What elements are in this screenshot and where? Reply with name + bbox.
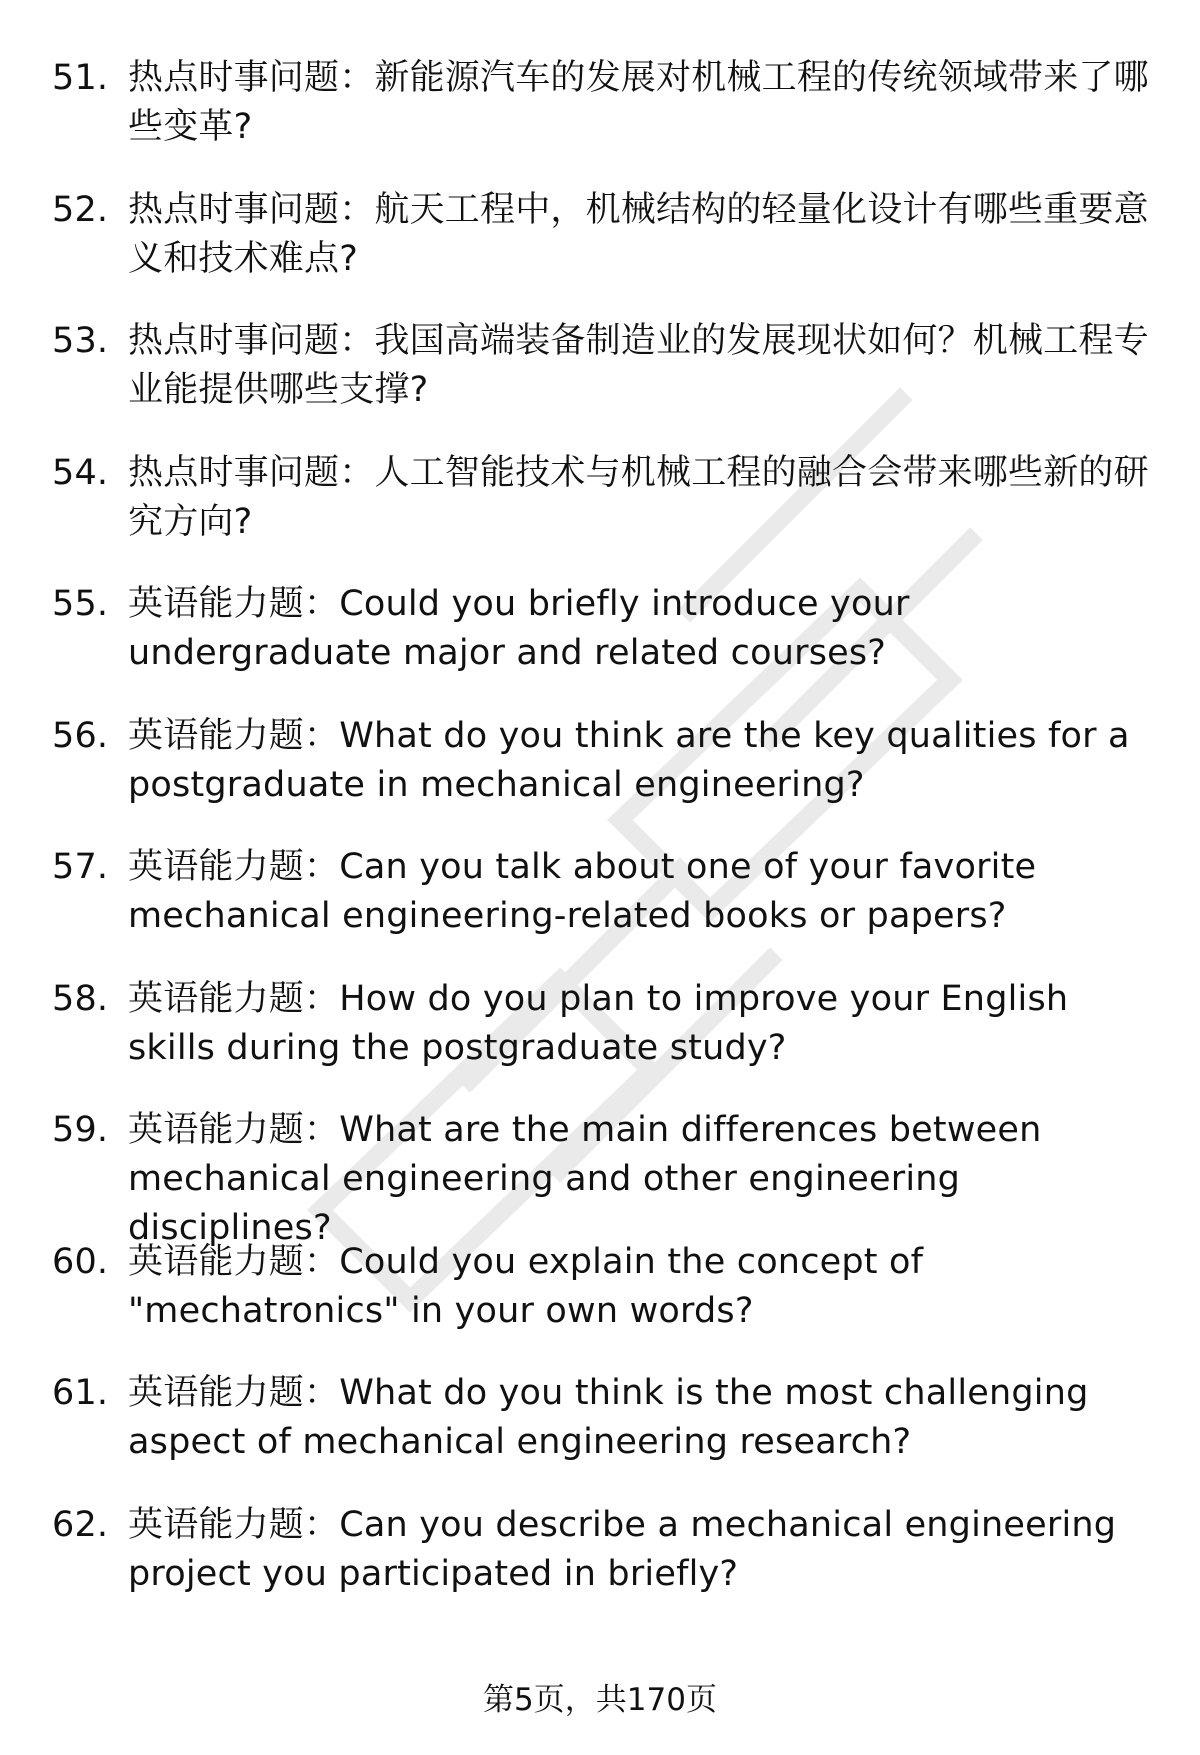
question-text: 英语能力题：How do you plan to improve your English skills during the postgraduate study? [128, 978, 1069, 1068]
question-list [52, 54, 1162, 1632]
question-text: 英语能力题：Could you briefly introduce your undergraduate major and related courses? [128, 584, 910, 673]
question-number: 51. [52, 58, 109, 98]
question-text: 热点时事问题：新能源汽车的发展对机械工程的传统领域带来了哪些变革? [128, 58, 1149, 147]
question-item-62 [52, 1501, 1162, 1633]
question-number: 62. [52, 1504, 109, 1545]
question-number: 53. [52, 321, 109, 361]
question-text: 英语能力题：What are the main differences between mechanical engineering and other engineering disciplines? [128, 1110, 1042, 1248]
question-text: 英语能力题：Can you describe a mechanical engineering project you participated in briefly? [128, 1504, 1117, 1594]
question-number: 59. [52, 1110, 109, 1150]
page-footer: 第5页，共170页 [483, 1682, 717, 1718]
question-item-55 [52, 580, 1162, 712]
question-number: 55. [52, 584, 109, 624]
question-item-59 [52, 1106, 1162, 1248]
question-item-56 [52, 712, 1162, 844]
question-number: 52. [52, 189, 109, 230]
question-text: 英语能力题：Could you explain the concept of "mechatronics" in your own words? [128, 1241, 924, 1331]
question-item-60 [52, 1238, 1162, 1370]
question-number: 54. [52, 452, 109, 493]
question-number: 56. [52, 715, 109, 756]
question-item-57 [52, 843, 1162, 975]
question-item-53 [52, 317, 1162, 449]
question-text: 英语能力题：Can you talk about one of your favorite mechanical engineering-related books or papers? [128, 847, 1037, 936]
question-item-61 [52, 1369, 1162, 1501]
question-number: 58. [52, 978, 109, 1019]
question-text: 热点时事问题：人工智能技术与机械工程的融合会带来哪些新的研究方向? [128, 452, 1149, 542]
question-number: 57. [52, 847, 109, 887]
question-item-58 [52, 975, 1162, 1107]
question-text: 热点时事问题：我国高端装备制造业的发展现状如何？机械工程专业能提供哪些支撑? [128, 321, 1149, 410]
question-number: 60. [52, 1241, 109, 1282]
question-text: 热点时事问题：航天工程中，机械结构的轻量化设计有哪些重要意义和技术难点? [128, 189, 1149, 279]
question-item-52 [52, 186, 1162, 318]
question-number: 61. [52, 1373, 109, 1413]
question-text: 英语能力题：What do you think are the key qualities for a postgraduate in mechanical engineering? [128, 715, 1130, 805]
question-item-51 [52, 54, 1162, 186]
question-item-54 [52, 449, 1162, 581]
question-text: 英语能力题：What do you think is the most challenging aspect of mechanical engineering research? [128, 1373, 1089, 1462]
